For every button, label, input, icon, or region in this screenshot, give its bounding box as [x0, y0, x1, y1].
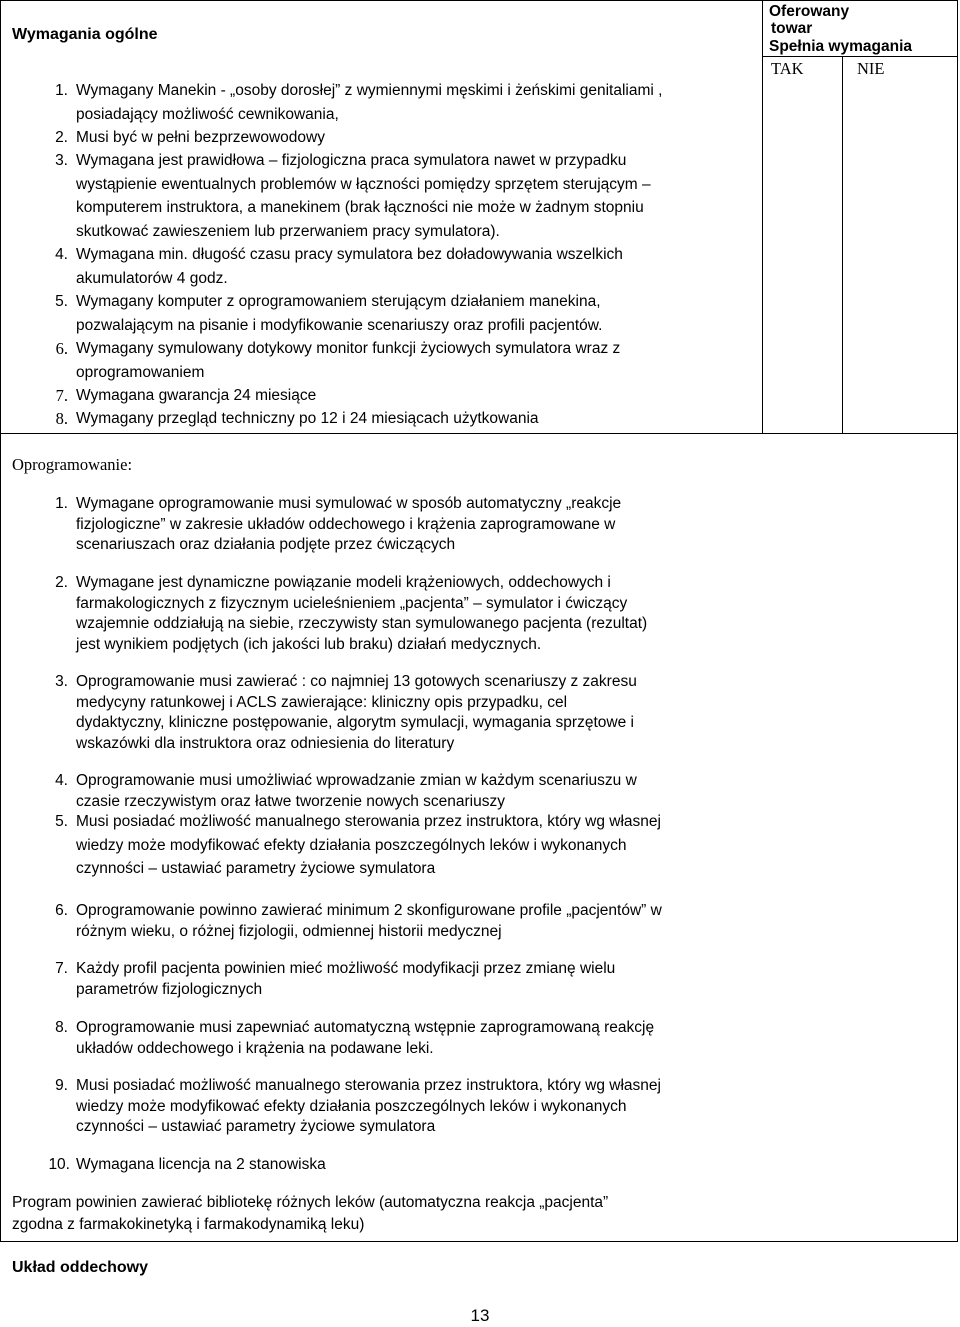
general-item-text-line: Wymagany Manekin - „osoby dorosłej” z wymiennymi męskimi i żeńskimi genitaliami , [76, 82, 663, 99]
software-item-number: 10. [48, 1156, 70, 1173]
software-item-text-line: czynności – ustawiać parametry życiowe symulatora [76, 1118, 436, 1135]
software-item-text-line: wzajemnie oddziałują na siebie, rzeczywisty stan symulowanego pacjenta (rezultat) [76, 615, 648, 632]
general-item-number: 3. [55, 152, 68, 169]
software-item-number: 7. [55, 960, 68, 977]
software-item-number: 1. [55, 495, 68, 512]
software-section-title: Oprogramowanie: [12, 455, 133, 474]
software-item-text-line: parametrów fizjologicznych [76, 980, 263, 998]
software-item-text-line: Wymagane jest dynamiczne powiązanie modeli krążeniowych, oddechowych i [76, 574, 611, 591]
software-item-text-line: Musi posiadać możliwość manualnego sterowania przez instruktora, który wg własnej [76, 813, 661, 830]
general-item-text-line: skutkować zawieszeniem lub przerwaniem pracy symulatora). [76, 222, 500, 240]
general-item-number: 4. [55, 246, 68, 263]
software-item-text-line: medycyny ratunkowej i ACLS zawierające: kliniczny opis przypadku, cel [76, 693, 568, 711]
library-note-line-1: Program powinien zawierać bibliotekę różnych leków (automatyczna reakcja „pacjenta” [12, 1194, 609, 1211]
tak-column-header: TAK [771, 59, 804, 78]
general-item-text-line: Wymagana min. długość czasu pracy symulatora bez doładowywania wszelkich [76, 246, 623, 263]
section-divider [0, 433, 958, 434]
software-item-text-line: jest wynikiem podjętych (ich jakości lub braku) działań medycznych. [76, 635, 542, 653]
respiratory-section-title: Układ oddechowy [12, 1259, 149, 1276]
tak-nie-divider [842, 56, 843, 433]
software-item-number: 3. [55, 673, 68, 690]
software-item-text-line: Wymagane oprogramowanie musi symulować w sposób automatyczny „reakcje [76, 495, 622, 512]
software-item-number: 9. [55, 1077, 68, 1094]
software-item-text-line: Oprogramowanie musi zawierać : co najmniej 13 gotowych scenariuszy z zakresu [76, 673, 637, 690]
general-item-text-line: Wymagany przegląd techniczny po 12 i 24 miesiącach użytkowania [76, 410, 539, 427]
software-item-text-line: Każdy profil pacjenta powinien mieć możliwość modyfikacji przez zmianę wielu [76, 960, 616, 977]
general-item-text-line: pozwalającym na pisanie i modyfikowanie scenariuszy oraz profili pacjentów. [76, 316, 603, 334]
general-item-text-line: Wymagana jest prawidłowa – fizjologiczna praca symulatora nawet w przypadku [76, 152, 627, 169]
general-item-text-line: Wymagany symulowany dotykowy monitor funkcji życiowych symulatora wraz z [76, 340, 621, 357]
software-item-text-line: Musi posiadać możliwość manualnego sterowania przez instruktora, który wg własnej [76, 1077, 661, 1094]
general-item-text-line: wystąpienie ewentualnych problemów w łączności pomiędzy sprzętem sterującym – [76, 175, 651, 193]
general-item-text-line: posiadający możliwość cewnikowania, [76, 105, 339, 123]
offered-goods-label-2: towar [771, 20, 813, 37]
general-item-number: 8. [55, 409, 68, 428]
software-item-text-line: wiedzy może modyfikować efekty działania poszczególnych leków i wykonanych [76, 836, 627, 854]
software-item-text-line: wiedzy może modyfikować efekty działania poszczególnych leków i wykonanych [76, 1097, 627, 1115]
general-item-text-line: Wymagany komputer z oprogramowaniem sterującym działaniem manekina, [76, 293, 601, 310]
software-item-text-line: układów oddechowego i krążenia na podawane leki. [76, 1039, 434, 1057]
nie-column-header: NIE [857, 59, 885, 78]
offered-goods-label: Oferowany [769, 3, 850, 20]
software-item-text-line: Oprogramowanie musi umożliwiać wprowadzanie zmian w każdym scenariuszu w [76, 772, 637, 789]
software-item-number: 8. [55, 1019, 68, 1036]
software-item-number: 5. [55, 813, 68, 830]
software-item-number: 6. [55, 902, 68, 919]
meets-requirements-label: Spełnia wymagania [769, 38, 912, 55]
software-item-number: 4. [55, 772, 68, 789]
software-item-text-line: czasie rzeczywistym oraz łatwe tworzenie nowych scenariuszy [76, 792, 505, 810]
general-item-number: 7. [55, 386, 68, 405]
general-item-text-line: komputerem instruktora, a manekinem (brak łączności nie może w żadnym stopniu [76, 199, 644, 216]
software-item-text-line: scenariuszach oraz działania podjęte przez ćwiczących [76, 536, 456, 553]
software-item-text-line: Wymagana licencja na 2 stanowiska [76, 1156, 326, 1173]
column-divider [762, 0, 763, 433]
software-item-text-line: różnym wieku, o różnej fizjologii, odmiennej historii medycznej [76, 922, 502, 940]
software-item-text-line: Oprogramowanie powinno zawierać minimum 2 skonfigurowane profile „pacjentów” w [76, 902, 662, 919]
general-item-number: 5. [55, 293, 68, 310]
general-item-text-line: Musi być w pełni bezprzewowodowy [76, 129, 325, 146]
general-item-text-line: oprogramowaniem [76, 363, 205, 381]
page-number: 13 [470, 1306, 490, 1325]
general-item-number: 2. [55, 129, 68, 146]
software-item-text-line: czynności – ustawiać parametry życiowe symulatora [76, 860, 436, 877]
general-item-number: 1. [55, 82, 68, 99]
software-item-text-line: wskazówki dla instruktora oraz odniesienia do literatury [76, 734, 455, 752]
software-item-text-line: dydaktyczny, kliniczne postępowanie, algorytm symulacji, wymagania sprzętowe i [76, 714, 634, 731]
software-item-text-line: farmakologicznych z fizycznym ucieleśnieniem „pacjenta” – symulator i ćwiczący [76, 594, 628, 612]
general-item-number: 6. [55, 339, 68, 358]
general-requirements-title: Wymagania ogólne [12, 26, 158, 43]
software-item-text-line: fizjologiczne” w zakresie układów oddechowego i krążenia zaprogramowane w [76, 515, 616, 533]
software-item-number: 2. [55, 574, 68, 591]
general-item-text-line: Wymagana gwarancja 24 miesiące [76, 387, 317, 404]
header-divider [762, 56, 958, 57]
library-note-line-2: zgodna z farmakokinetyką i farmakodynamiką leku) [12, 1216, 365, 1233]
general-item-text-line: akumulatorów 4 godz. [76, 269, 228, 287]
software-item-text-line: Oprogramowanie musi zapewniać automatyczną wstępnie zaprogramowaną reakcję [76, 1019, 655, 1036]
